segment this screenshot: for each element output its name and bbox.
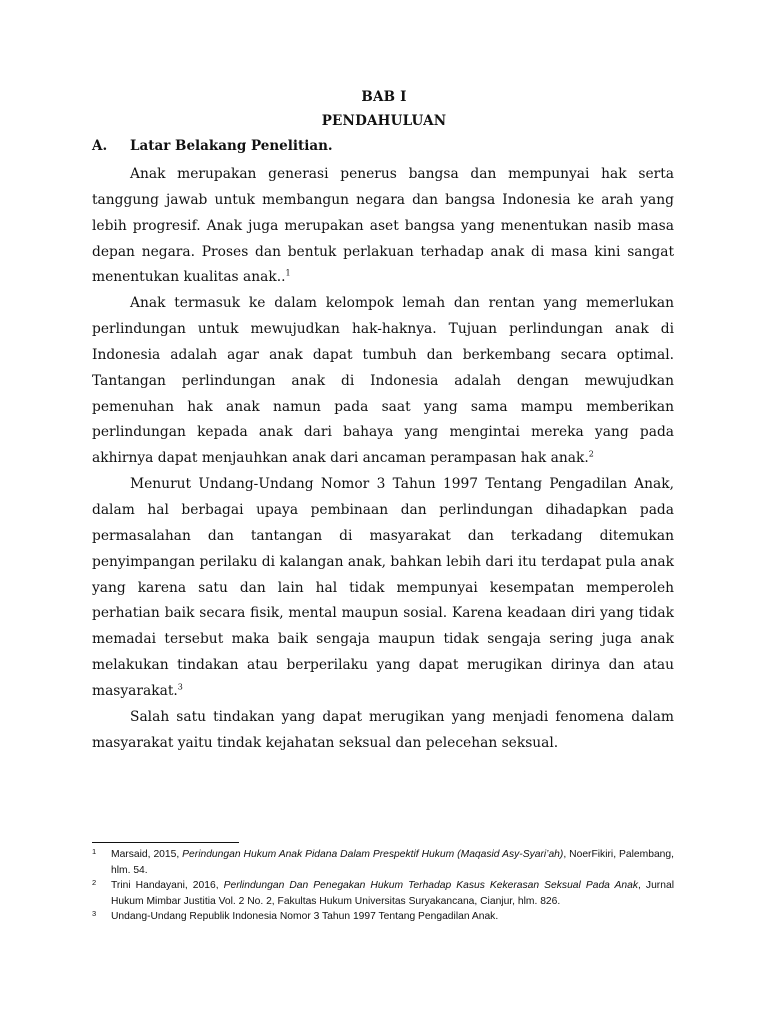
section-number: A. <box>92 138 108 154</box>
footnote <box>92 847 674 878</box>
paragraph <box>92 162 674 291</box>
footnote-mark: 1 <box>92 847 97 856</box>
paragraph-text: Anak merupakan generasi penerus bangsa dan mempunyai hak serta tanggung jawab untuk membangun negara dan bangsa Indonesia ke arah yang lebih progresif. Anak juga merupakan aset bangsa yang menentukan nasib masa depan negara. Proses dan bentuk perlakuan terhadap anak di masa kini sangat menentukan kualitas anak.. <box>92 166 674 286</box>
paragraph-text: Salah satu tindakan yang dapat merugikan yang menjadi fenomena dalam masyarakat yaitu tindak kejahatan seksual dan pelecehan seksual. <box>92 708 674 751</box>
paragraph <box>92 472 674 705</box>
section-title: Latar Belakang Penelitian. <box>130 138 333 154</box>
footnote-mark: 2 <box>92 878 97 888</box>
paragraph-text: Anak termasuk ke dalam kelompok lemah dan rentan yang memerlukan perlindungan untuk mewujudkan hak-haknya. Tujuan perlindungan anak di Indonesia adalah agar anak dapat tumbuh dan berkembang secara optimal. Tantangan perlindungan anak di Indonesia adalah dengan mewujudkan pemenuhan hak anak namun pada saat yang sama mampu memberikan perlindungan kepada anak dari bahaya yang mengintai mereka yang pada akhirnya dapat menjauhkan anak dari ancaman perampasan hak anak. <box>92 295 674 467</box>
section-heading <box>92 138 333 154</box>
footnote-text: , NoerFikiri, Palembang, hlm. 54. <box>111 849 674 876</box>
chapter-title: PENDAHULUAN <box>321 113 447 129</box>
footnote-reference[interactable]: 3 <box>177 682 183 692</box>
footnote-text: , Jurnal Hukum Mimbar Justitia Vol. 2 No. 2, Fakultas Hukum Universitas Suryakancana, Cianjur, hlm. 826. <box>111 880 674 907</box>
footnote-reference[interactable]: 1 <box>285 268 291 278</box>
paragraph <box>92 291 674 472</box>
footnote-citation-title: Perlindungan Dan Penegakan Hukum Terhadap Kasus Kekerasan Seksual Pada Anak <box>223 880 639 892</box>
footnote <box>92 878 674 909</box>
paragraph-text: Menurut Undang-Undang Nomor 3 Tahun 1997 Tentang Pengadilan Anak, dalam hal berbagai upaya pembinaan dan perlindungan dihadapkan pada permasalahan dan tantangan di masyarakat dan terkadang ditemukan penyimpangan perilaku di kalangan anak, bahkan lebih dari itu terdapat pula anak yang karena satu dan lain hal tidak mempunyai kesempatan memperoleh perhatian baik secara fisik, mental maupun sosial. Karena keadaan diri yang tidak memadai tersebut maka baik sengaja maupun tidak sengaja sering juga anak melakukan tindakan atau berperilaku yang dapat merugikan dirinya dan atau masyarakat. <box>92 476 674 699</box>
footnote <box>92 909 674 925</box>
footnote-citation-title: Perindungan Hukum Anak Pidana Dalam Prespektif Hukum (Maqasid Asy-Syari’ah) <box>182 849 564 860</box>
body-text <box>92 162 674 756</box>
footnotes <box>92 847 674 925</box>
chapter-heading: BAB I <box>361 89 407 105</box>
footnote-reference[interactable]: 2 <box>588 449 594 459</box>
paragraph <box>92 705 674 757</box>
footnote-text: Trini Handayani, 2016, <box>111 880 224 892</box>
footnote-text: Marsaid, 2015, <box>111 849 183 860</box>
footnote-separator <box>92 842 239 843</box>
footnote-text: Undang-Undang Republik Indonesia Nomor 3 Tahun 1997 Tentang Pengadilan Anak. <box>111 911 499 923</box>
footnote-mark: 3 <box>92 909 97 919</box>
